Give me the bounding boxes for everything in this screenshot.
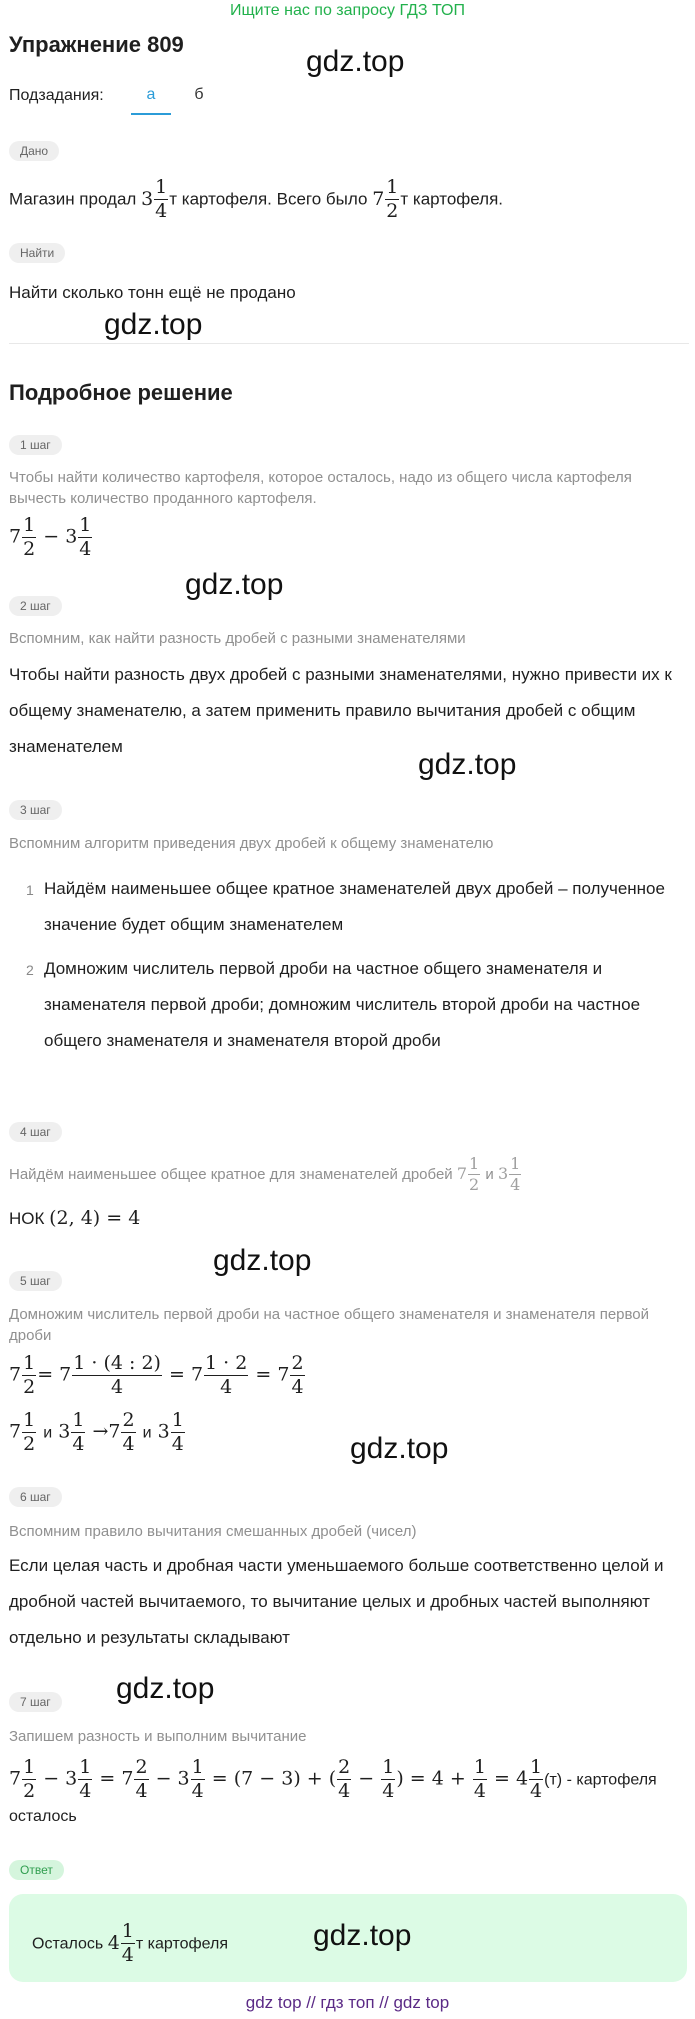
- tab-a[interactable]: а: [146, 86, 156, 103]
- step-5-equation: 7 $\frac{1}{2}$ = 7 $\frac{1 \cdot (4 : 2)}{4}$ = 7 $\frac{1 \cdot 2}{4}$ = 7 $\frac{2}{4}$: [9, 1352, 304, 1398]
- step-2-hint: Вспомним, как найти разность дробей с разными знаменателями: [9, 630, 466, 647]
- given-badge: Дано: [9, 141, 59, 161]
- step-6-body: Если целая часть и дробная части уменьшаемого больше соответственно целой и дробной частей вычитаемого, то вычитание целых и дробных частей выполняют отдельно и результаты складывают: [9, 1556, 664, 1647]
- step-1-hint: Чтобы найти количество картофеля, которое осталось, надо из общего числа картофеля вычесть количество проданного картофеля.: [9, 469, 632, 507]
- find-text: Найти сколько тонн ещё не продано: [9, 283, 296, 302]
- step-5-badge: 5 шаг: [9, 1271, 62, 1291]
- given-text: Магазин продал 3 $\frac{1}{4}$ т картофеля. Всего было 7 $\frac{1}{2}$ т картофеля.: [9, 176, 504, 222]
- list-item: Домножим числитель первой дроби на частное общего знаменателя и знаменателя первой дроби; домножим числитель второй дроби на частное общего знаменателя и знаменателя второй дроби: [44, 959, 641, 1050]
- watermark: gdz.top: [116, 1672, 215, 1705]
- step-4-badge: 4 шаг: [9, 1122, 62, 1142]
- answer-badge: Ответ: [9, 1860, 64, 1880]
- step-4-hint: Найдём наименьшее общее кратное для знаменателей дробей 7 $\frac{1}{2}$ и 3 $\frac{1}{4}$: [9, 1154, 521, 1194]
- step-3-hint: Вспомним алгоритм приведения двух дробей к общему знаменателю: [9, 835, 494, 852]
- active-tab-indicator: [131, 113, 171, 115]
- watermark: gdz.top: [104, 308, 203, 341]
- watermark: gdz.top: [213, 1244, 312, 1277]
- search-banner[interactable]: Ищите нас по запросу ГДЗ ТОП: [230, 2, 465, 19]
- step-7-tail: осталось: [9, 1808, 77, 1825]
- watermark: gdz.top: [313, 1919, 412, 1952]
- list-item-number: 1: [26, 882, 34, 898]
- watermark: gdz.top: [306, 45, 405, 78]
- footer-links[interactable]: gdz top // гдз топ // gdz top: [245, 1993, 450, 2012]
- watermark: gdz.top: [350, 1432, 449, 1465]
- divider: [9, 343, 689, 344]
- step-2-body: Чтобы найти разность двух дробей с разными знаменателями, нужно привести их к общему знаменателю, а затем применить правило вычитания дробей с общим знаменателем: [9, 665, 672, 756]
- step-6-hint: Вспомним правило вычитания смешанных дробей (чисел): [9, 1523, 417, 1540]
- step-5-conversion: 7 $\frac{1}{2}$ и 3 $\frac{1}{4}$ →7 $\frac{2}{4}$ и 3 $\frac{1}{4}$: [9, 1409, 184, 1455]
- step-1-expression: 7 $\frac{1}{2}$ − 3 $\frac{1}{4}$: [9, 514, 92, 560]
- step-4-nok: НОК (2, 4) = 4: [9, 1207, 141, 1229]
- answer-text: Осталось 4 $\frac{1}{4}$ т картофеля: [32, 1920, 229, 1966]
- step-3-badge: 3 шаг: [9, 800, 62, 820]
- step-7-hint: Запишем разность и выполним вычитание: [9, 1728, 307, 1745]
- step-1-badge: 1 шаг: [9, 435, 62, 455]
- step-2-badge: 2 шаг: [9, 596, 62, 616]
- watermark: gdz.top: [185, 568, 284, 601]
- page-title: Упражнение 809: [9, 32, 184, 57]
- step-7-equation: 7 $\frac{1}{2}$ − 3 $\frac{1}{4}$ = 7 $\frac{2}{4}$ − 3 $\frac{1}{4}$ = (7 − 3) + ( $\frac{2}{4}$ − $\frac{1}{4}$ ) = 4 + $\frac{1}{4}$ = 4 $\frac{1}{4}$ (т) - картофеля: [9, 1756, 657, 1802]
- tab-b[interactable]: б: [194, 86, 204, 103]
- find-badge: Найти: [9, 243, 65, 263]
- list-item: Найдём наименьшее общее кратное знаменателей двух дробей – полученное значение будет общим знаменателем: [44, 879, 665, 934]
- subtasks-label: Подзадания:: [9, 87, 104, 104]
- solution-heading: Подробное решение: [9, 380, 233, 405]
- list-item-number: 2: [26, 962, 34, 978]
- step-5-hint: Домножим числитель первой дроби на частное общего знаменателя и знаменателя первой дроби: [9, 1306, 650, 1344]
- watermark: gdz.top: [418, 748, 517, 781]
- step-7-badge: 7 шаг: [9, 1692, 62, 1712]
- step-6-badge: 6 шаг: [9, 1487, 62, 1507]
